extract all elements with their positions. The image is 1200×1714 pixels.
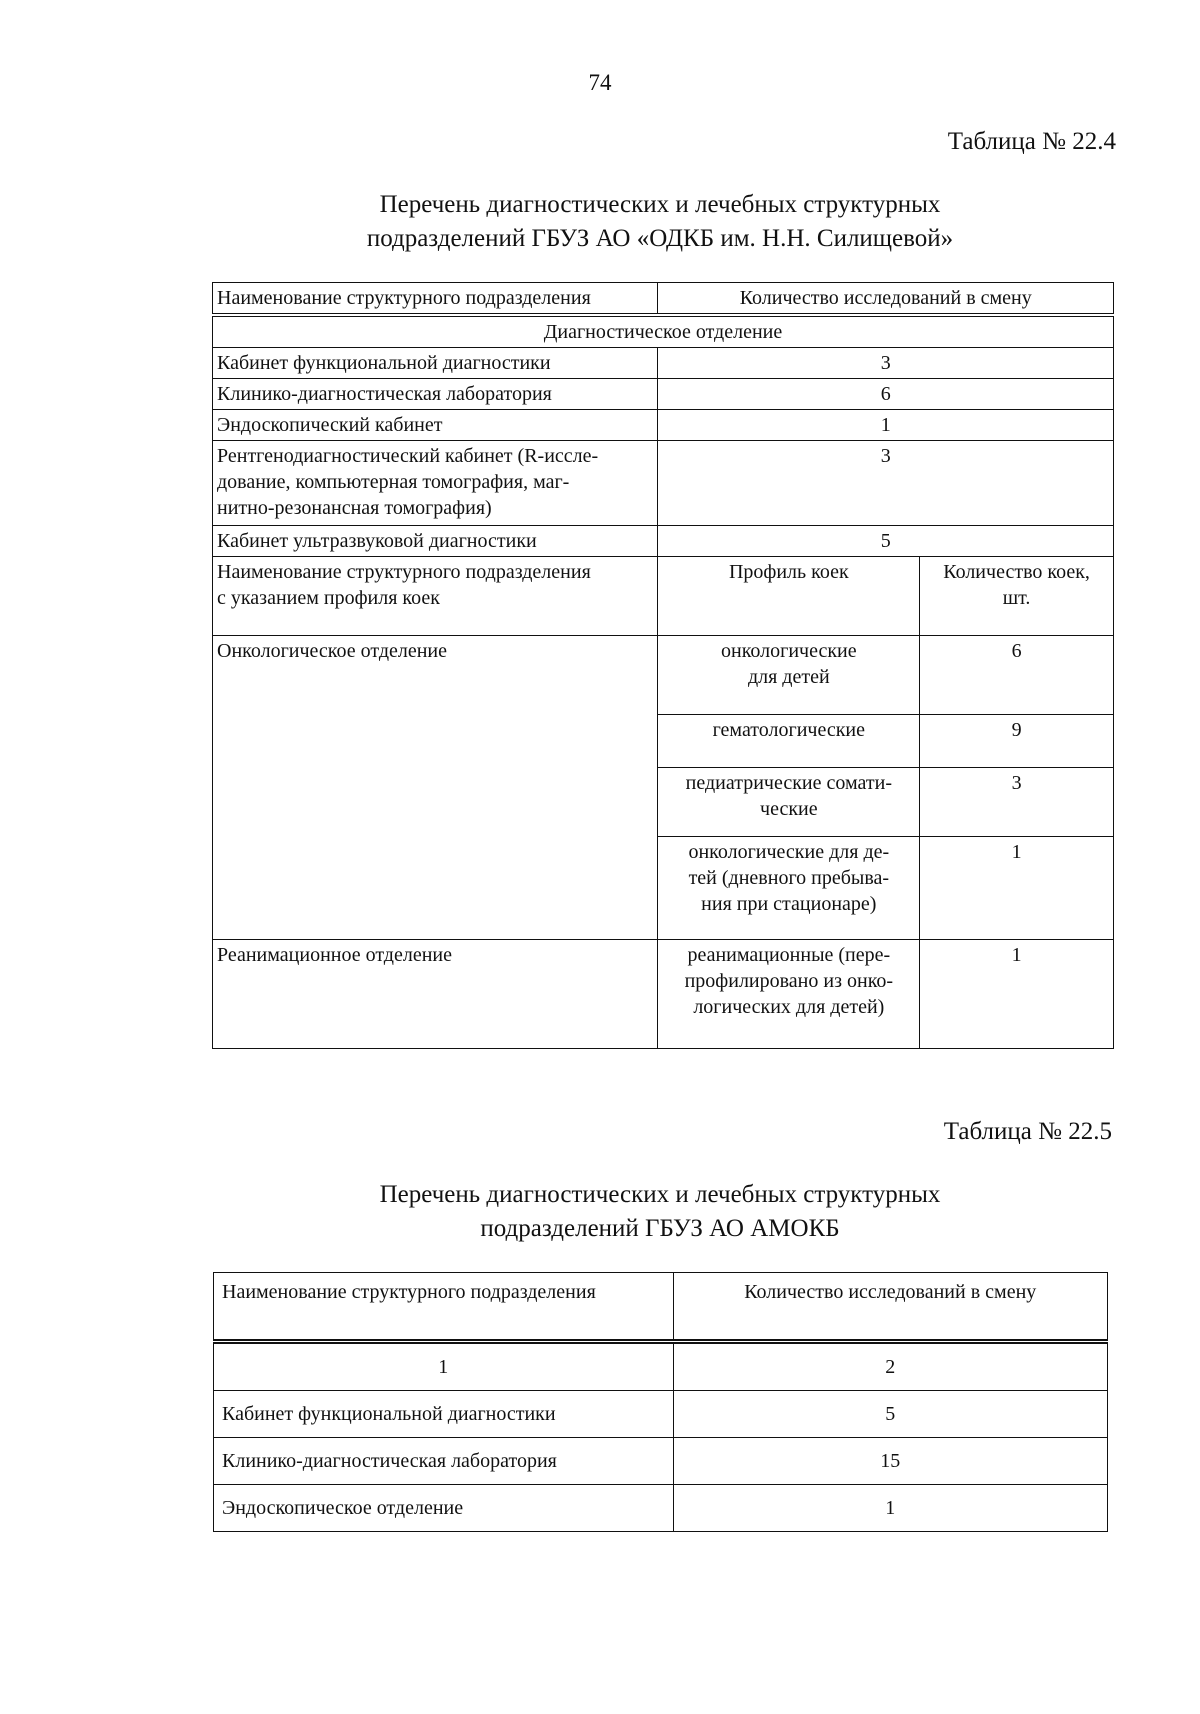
row-value: 1 xyxy=(658,410,1114,441)
oncology-count: 3 xyxy=(920,768,1114,837)
table1-title-line2: подразделений ГБУЗ АО «ОДКБ им. Н.Н. Силищевой» xyxy=(366,225,954,252)
page-number: 74 xyxy=(588,70,612,95)
table-row xyxy=(213,348,1114,379)
table1-title xyxy=(200,188,1120,256)
numbering-col1: 1 xyxy=(214,1342,674,1391)
table1-section-row xyxy=(213,315,1114,348)
table1-header-col2: Количество исследований в смену xyxy=(658,283,1114,316)
table1-title-line1: Перечень диагностических и лечебных структурных xyxy=(379,191,941,218)
numbering-col2: 2 xyxy=(673,1342,1108,1391)
table-row xyxy=(214,1438,1108,1485)
table2 xyxy=(213,1272,1108,1532)
row-value: 1 xyxy=(673,1485,1108,1532)
table-row xyxy=(213,940,1114,1049)
row-name: Эндоскопический кабинет xyxy=(213,410,658,441)
table1-label: Таблица № 22.4 xyxy=(947,128,1116,155)
row-value: 3 xyxy=(658,441,1114,526)
table2-header-col1: Наименование структурного подразделения xyxy=(214,1273,674,1342)
table-row xyxy=(213,636,1114,715)
row-name: Кабинет функциональной диагностики xyxy=(214,1391,674,1438)
row-value: 5 xyxy=(658,526,1114,557)
table2-header-col2: Количество исследований в смену xyxy=(673,1273,1108,1342)
reanimation-count: 1 xyxy=(920,940,1114,1049)
table-row xyxy=(214,1391,1108,1438)
table2-header-row xyxy=(214,1273,1108,1342)
row-value: 5 xyxy=(673,1391,1108,1438)
table2-title-line1: Перечень диагностических и лечебных структурных xyxy=(379,1181,941,1208)
oncology-count: 1 xyxy=(920,837,1114,940)
table1-header-row xyxy=(213,283,1114,316)
reanimation-profile: реанимационные (пере- профилировано из онко- логических для детей) xyxy=(658,940,920,1049)
table2-label: Таблица № 22.5 xyxy=(943,1118,1112,1145)
row-value: 15 xyxy=(673,1438,1108,1485)
beds-header-col2: Профиль коек xyxy=(658,557,920,636)
beds-header-col1: Наименование структурного подразделения с указанием профиля коек xyxy=(213,557,658,636)
table-row xyxy=(213,526,1114,557)
oncology-profile: гематологические xyxy=(658,715,920,768)
table2-numbering-row xyxy=(214,1342,1108,1391)
table-row xyxy=(213,379,1114,410)
table-row xyxy=(213,441,1114,526)
table1 xyxy=(212,282,1114,1049)
table-row xyxy=(213,410,1114,441)
table2-title xyxy=(200,1178,1120,1246)
table-row xyxy=(214,1485,1108,1532)
row-name: Клинико-диагностическая лаборатория xyxy=(214,1438,674,1485)
oncology-profile: онкологические для детей xyxy=(658,636,920,715)
row-name: Клинико-диагностическая лаборатория xyxy=(213,379,658,410)
row-name: Эндоскопическое отделение xyxy=(214,1485,674,1532)
oncology-count: 9 xyxy=(920,715,1114,768)
row-value: 6 xyxy=(658,379,1114,410)
oncology-profile: онкологические для де- тей (дневного пребыва- ния при стационаре) xyxy=(658,837,920,940)
table2-title-line2: подразделений ГБУЗ АО АМОКБ xyxy=(480,1215,840,1242)
row-value: 3 xyxy=(658,348,1114,379)
beds-header-row xyxy=(213,557,1114,636)
row-name: Кабинет ультразвуковой диагностики xyxy=(213,526,658,557)
row-name: Кабинет функциональной диагностики xyxy=(213,348,658,379)
oncology-name: Онкологическое отделение xyxy=(213,636,658,940)
table1-section: Диагностическое отделение xyxy=(213,315,1114,348)
row-name: Рентгенодиагностический кабинет (R-иссле- дование, компьютерная томография, маг- нитно-резонансная томография) xyxy=(213,441,658,526)
oncology-profile: педиатрические сомати- ческие xyxy=(658,768,920,837)
beds-header-col3: Количество коек, шт. xyxy=(920,557,1114,636)
table1-header-col1: Наименование структурного подразделения xyxy=(213,283,658,316)
reanimation-name: Реанимационное отделение xyxy=(213,940,658,1049)
oncology-count: 6 xyxy=(920,636,1114,715)
